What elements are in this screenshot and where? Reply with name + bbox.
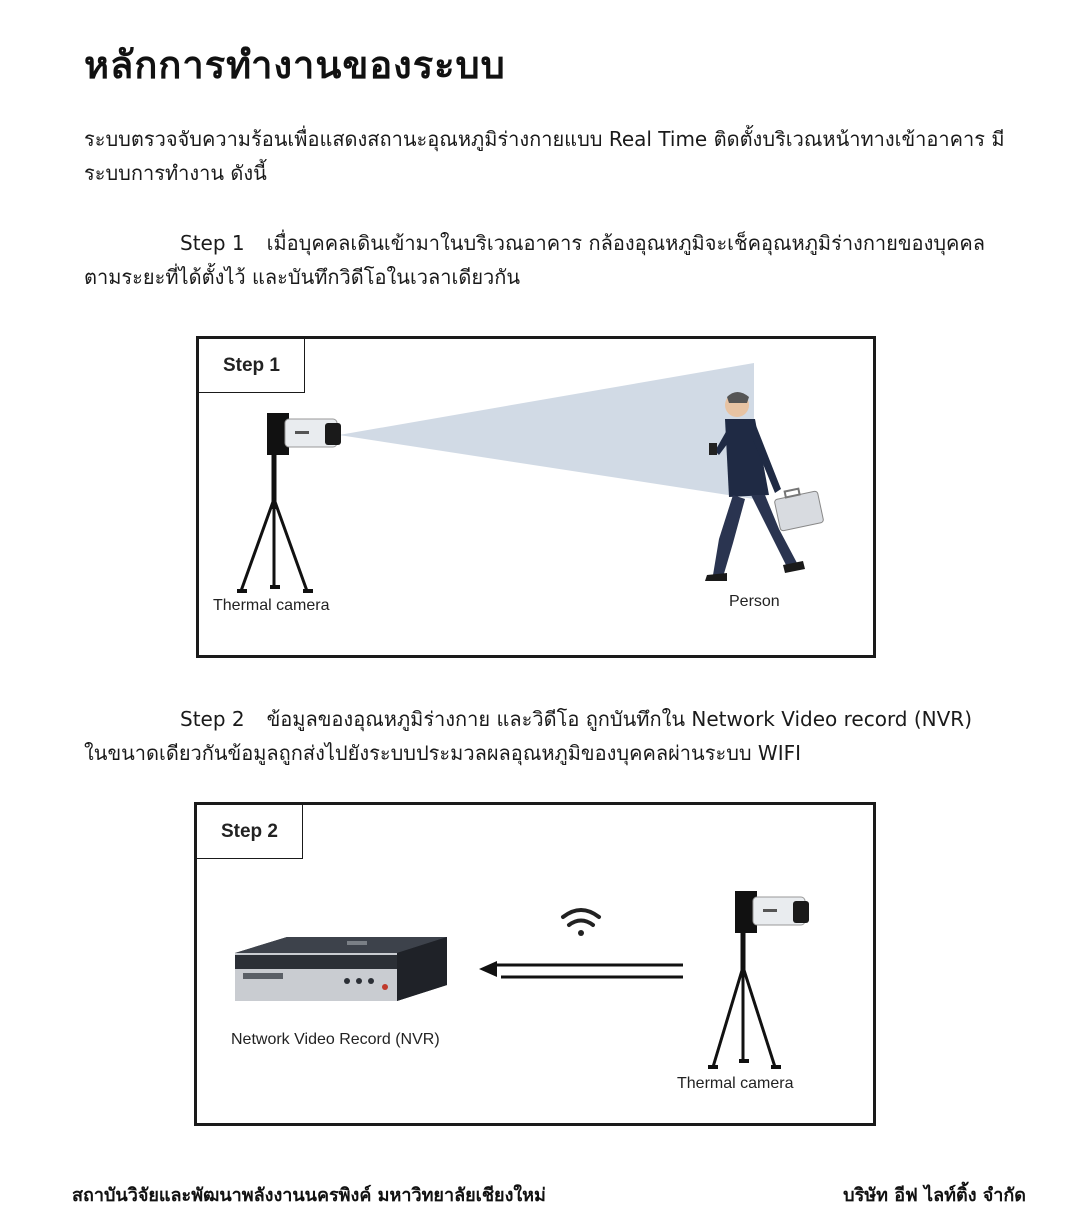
- wifi-icon: [563, 910, 599, 936]
- step1-text-line1: เมื่อบุคคลเดินเข้ามาในบริเวณอาคาร กล้องอุณหภูมิจะเช็คอุณหภูมิร่างกายของบุคคล: [266, 231, 986, 255]
- step2-figure-tab: Step 2: [197, 805, 303, 859]
- step2-paragraph: [84, 702, 1008, 770]
- intro-paragraph: [84, 122, 1008, 190]
- person-label: Person: [729, 593, 780, 610]
- camera-beam: [339, 363, 754, 499]
- footer-institute: สถาบันวิจัยและพัฒนาพลังงานนครพิงค์ มหาวิทยาลัยเชียงใหม่: [72, 1185, 546, 1206]
- step1-figure-tab: Step 1: [199, 339, 305, 393]
- thermal-camera-icon: [735, 891, 809, 933]
- step1-line1: [84, 226, 1008, 260]
- step1-camera-label: Thermal camera: [213, 597, 330, 614]
- step1-figure: [196, 336, 876, 658]
- step1-tag: Step 1: [180, 231, 245, 255]
- nvr-label: Network Video Record (NVR): [231, 1031, 440, 1048]
- step2-tag: Step 2: [180, 707, 245, 731]
- step1-text-line2: ตามระยะที่ได้ตั้งไว้ และบันทึกวิดีโอในเวลาเดียวกัน: [84, 265, 521, 289]
- footer-company: บริษัท อีฟ ไลท์ติ้ง จำกัด: [843, 1185, 1026, 1206]
- step2-camera-label: Thermal camera: [677, 1075, 794, 1092]
- double-arrow-left-icon: [479, 961, 683, 977]
- step2-figure: [194, 802, 876, 1126]
- thermal-camera-icon: [267, 413, 341, 455]
- step2-line1: [84, 702, 1008, 736]
- step2-text-line1: ข้อมูลของอุณหภูมิร่างกาย และวิดีโอ ถูกบันทึกใน Network Video record (NVR): [266, 707, 973, 731]
- step2-text-line2: ในขนาดเดียวกันข้อมูลถูกส่งไปยังระบบประมวลผลอุณหภูมิของบุคคลผ่านระบบ WIFI: [84, 741, 802, 765]
- step1-paragraph: [84, 226, 1008, 294]
- page-title: หลักการทำงานของระบบ: [84, 43, 506, 87]
- nvr-device-icon: [235, 937, 447, 1001]
- tripod-icon: [237, 449, 313, 593]
- tripod-icon: [708, 925, 781, 1069]
- intro-text: ระบบตรวจจับความร้อนเพื่อแสดงสถานะอุณหภูมิร่างกายแบบ Real Time ติดตั้งบริเวณหน้าทางเข้าอาคาร มีระบบการทำงาน ดังนี้: [84, 127, 1005, 185]
